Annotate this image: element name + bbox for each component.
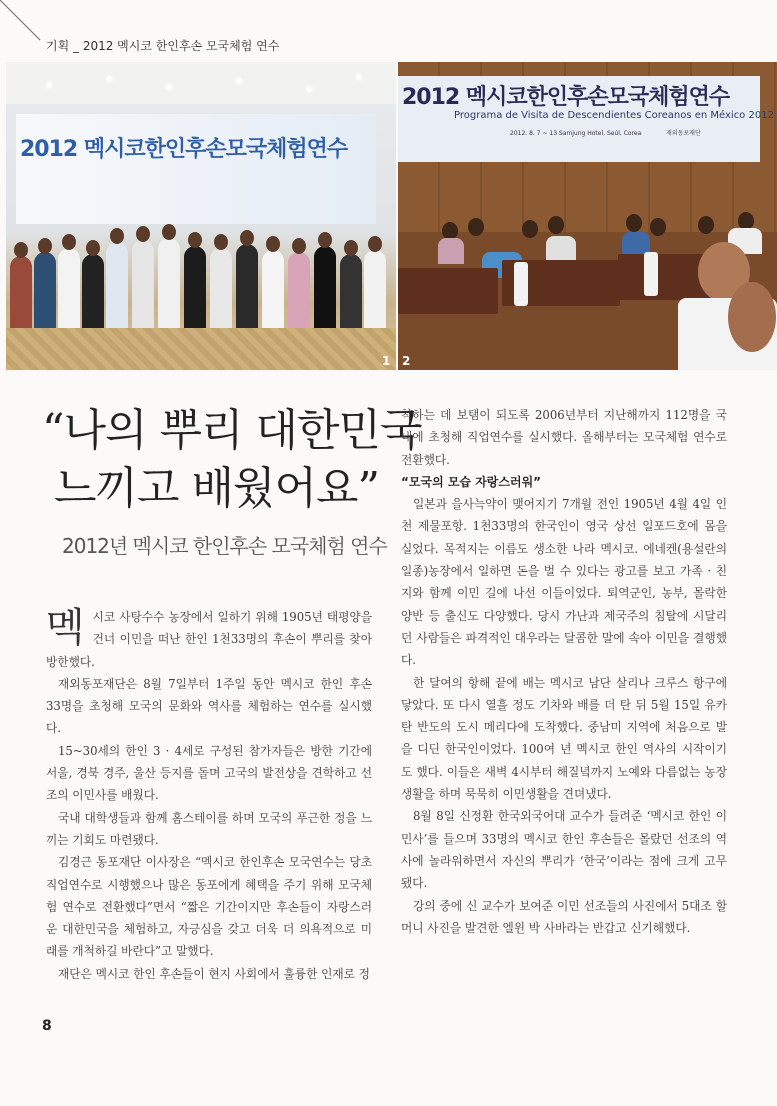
paragraph: 강의 중에 신 교수가 보여준 이민 선조들의 사진에서 5대조 할머니 사진을 발견한 엘윈 박 사바라는 반갑고 신기해했다. xyxy=(401,898,727,935)
event-banner xyxy=(16,114,376,224)
paragraph: 착하는 데 보탬이 되도록 2006년부터 지난해까지 112명을 국내에 초청해 직업연수를 실시했다. 올해부터는 모국체험 연수로 전환했다. xyxy=(401,408,727,467)
article-left-column xyxy=(46,606,372,985)
paragraph: 8월 8일 신정환 한국외국어대 교수가 들려준 ‘멕시코 한인 이민사’를 들으며 33명의 멕시코 한인 후손들은 몰랐던 선조의 역사에 놀라워하면서 자신의 뿌리가 ‘한국’이라는 점에 크게 고무됐다. xyxy=(401,809,727,891)
paragraph: 멕시코 사탕수수 농장에서 일하기 위해 1905년 태평양을 건너 이민을 떠난 한인 1천33명의 후손이 뿌리를 찾아 방한했다. xyxy=(46,605,372,669)
banner-logo: 재외동포재단 xyxy=(666,130,701,137)
paragraph: 국내 대학생들과 함께 홈스테이를 하며 모국의 푸근한 정을 느끼는 기회도 마련됐다. xyxy=(46,810,372,847)
subheadline: 2012년 멕시코 한인후손 모국체험 연수 xyxy=(62,534,387,558)
photo-number-1: 1 xyxy=(382,354,391,368)
ceiling xyxy=(6,62,396,104)
paragraph: 재외동포재단은 8월 7일부터 1주일 동안 멕시코 한인 후손 33명을 초청해 모국의 문화와 역사를 체험하는 연수를 실시했다. xyxy=(46,676,372,736)
paragraph: 일본과 을사늑약이 맺어지기 7개월 전인 1905년 4월 4일 인천 제물포항. 1천33명의 한국인이 영국 상선 일포드호에 몸을 실었다. 목적지는 이름도 생소한 나라 멕시코. 에네켄(용설란의 일종)농장에서 일하면 돈을 벌 수 있다는 광고를 보고 가족 · 친지와 함께 이민 길에 나선 이들이었다. 퇴역군인, 농부, 몰락한 양반 등 출신도 다양했다. 당시 가난과 제국주의 침탈에 시달리던 사람들은 파격적인 대우라는 달콤한 말에 속아 이민을 결행했다. xyxy=(401,497,727,668)
group-photo xyxy=(6,62,396,370)
photo-number-2: 2 xyxy=(402,354,411,368)
paragraph: 한 달여의 항해 끝에 배는 멕시코 남단 살리나 크루스 항구에 닿았다. 또 다시 열흘 정도 기차와 배를 더 탄 뒤 5월 15일 유카탄 반도의 도시 메리다에 도착했다. 중남미 지역에 처음으로 발을 디딘 한국인이었다. 100여 년 멕시코 한인 역사의 시작이기도 했다. 이들은 새벽 4시부터 해질녘까지 노예와 다름없는 농장생활을 하며 묵묵히 이민생활을 견뎌냈다. xyxy=(401,675,727,802)
carpet xyxy=(6,328,396,370)
article-right-column xyxy=(401,404,727,939)
table xyxy=(398,268,498,314)
page-number: 8 xyxy=(42,1018,52,1034)
headline-line-2: 느끼고 배웠어요” xyxy=(54,463,380,514)
headline xyxy=(42,402,422,518)
section-subheading: “모국의 모습 자랑스러워” xyxy=(401,474,542,489)
drop-cap: 멕 xyxy=(46,605,85,651)
corner-decoration xyxy=(0,0,48,48)
paragraph: 김경근 동포재단 이사장은 “멕시코 한인후손 모국연수는 당초 직업연수로 시행했으나 많은 동포에게 혜택을 주기 위해 모국체험 연수로 전환했다”면서 “짧은 기간이지만 후손들이 자랑스러운 대한민국을 체험하고, 자긍심을 갖고 더욱 더 의욕적으로 미래를 개척하길 바란다”고 말했다. xyxy=(46,855,372,959)
paragraph: 재단은 멕시코 한인 후손들이 현지 사회에서 훌륭한 인재로 정 xyxy=(58,966,370,981)
section-label: 기획 _ 2012 멕시코 한인후손 모국체험 연수 xyxy=(46,39,280,53)
seminar-photo xyxy=(398,62,777,370)
banner-title-2: 2012 멕시코한인후손모국체험연수 xyxy=(402,85,730,110)
banner-date: 2012. 8. 7 ~ 13 Samjung Hotel, Seúl, Corea xyxy=(510,130,642,137)
headline-line-1: “나의 뿌리 대한민국 xyxy=(42,405,422,456)
banner-title: 2012 멕시코한인후손모국체험연수 xyxy=(20,137,348,162)
paragraph: 15~30세의 한인 3 · 4세로 구성된 참가자들은 방한 기간에 서울, 경북 경주, 울산 등지를 돌며 고국의 발전상을 견학하고 선조의 이민사를 배웠다. xyxy=(46,743,372,803)
banner-subtitle: Programa de Visita de Descendientes Coreanos en México 2012 xyxy=(454,110,774,121)
